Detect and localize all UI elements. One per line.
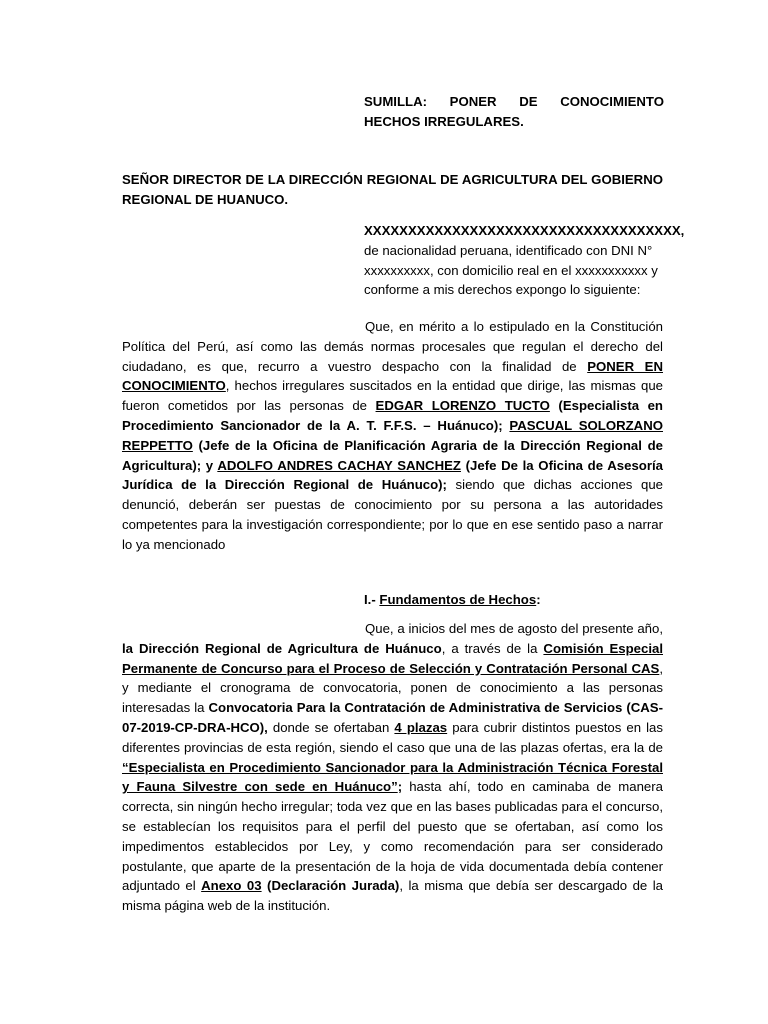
facts-plazas: 4 plazas xyxy=(394,719,448,735)
facts-paragraph xyxy=(122,619,663,916)
facts-text-5: para cubrir distintos puestos en las diferentes provincias de esta región, siendo el caso que una de las plazas ofertas, era la de xyxy=(122,719,663,755)
facts-text-3: , y mediante el cronograma de convocatoria, ponen de conocimiento a las personas interesadas la xyxy=(122,660,663,716)
section-colon: : xyxy=(536,592,541,607)
petitioner-line-3: conforme a mis derechos expongo lo siguiente: xyxy=(364,282,641,298)
person-name-3: ADOLFO ANDRES CACHAY SANCHEZ xyxy=(217,457,461,473)
facts-semicolon: ; xyxy=(397,779,403,795)
petitioner-line-1: de nacionalidad peruana, identificado con DNI N° xyxy=(364,242,653,258)
section-heading xyxy=(364,590,664,610)
intro-text-1: Que, en mérito a lo estipulado en la Constitución Política del Perú, así como las demás normas procesales que regulan el derecho del ciudadano, es que, recurro a vuestro despacho con la finalidad de xyxy=(122,319,663,374)
intro-highlight: PONER EN CONOCIMIENTO xyxy=(122,358,663,394)
facts-text-7: , la misma que debía ser descargado de la misma página web de la institución. xyxy=(122,878,664,914)
sumilla-text: SUMILLA: PONER DE CONOCIMIENTO HECHOS IRREGULARES. xyxy=(364,94,664,129)
facts-text-4: donde se ofertaban xyxy=(267,719,395,735)
section-title: Fundamentos de Hechos xyxy=(379,592,537,607)
person-name-2: PASCUAL SOLORZANO REPPETTO xyxy=(122,417,663,453)
intro-text-3: siendo que dichas acciones que denunció, deberán ser puestas de conocimiento por su persona a las autoridades competentes para la investigación correspondiente; por lo que en ese sentido paso a narrar lo ya mencionado xyxy=(122,477,663,552)
facts-declaracion: (Declaración Jurada) xyxy=(261,878,400,894)
facts-anexo: Anexo 03 xyxy=(201,878,262,894)
facts-convocatoria: Convocatoria Para la Contratación de Administrativa de Servicios (CAS-07-2019-CP-DRA-HCO), xyxy=(122,700,663,735)
facts-position: “Especialista en Procedimiento Sancionador para la Administración Técnica Forestal y Fauna Silvestre con sede en Huánuco” xyxy=(122,759,663,795)
petitioner-name: XXXXXXXXXXXXXXXXXXXXXXXXXXXXXXXXXXXX, xyxy=(364,223,685,238)
facts-entity: la Dirección Regional de Agricultura de Huánuco xyxy=(122,640,442,656)
facts-text-2: , a través de la xyxy=(441,640,544,656)
sumilla xyxy=(364,92,664,132)
person-name-1: EDGAR LORENZO TUCTO xyxy=(375,398,550,414)
person-role-3: (Jefe De la Oficina de Asesoría Jurídica de la Dirección Regional de Huánuco); xyxy=(122,457,663,493)
facts-commission: Comisión Especial Permanente de Concurso para el Proceso de Selección y Contratación Personal CAS xyxy=(122,640,663,676)
facts-text-1: Que, a inicios del mes de agosto del presente año, xyxy=(365,621,663,636)
petitioner-block xyxy=(364,221,685,300)
intro-text-2: , hechos irregulares suscitados en la entidad que dirige, las mismas que fueron cometidos por las personas de xyxy=(122,378,663,414)
person-role-1: (Especialista en Procedimiento Sancionador de la A. T. F.F.S. – Huánuco); xyxy=(122,398,663,433)
facts-text-6: hasta ahí, todo en caminaba de manera correcta, sin ningún hecho irregular; toda vez que en las bases publicadas para el concurso, se establecían los requisitos para el perfil del puesto que se ofertaban, así como los impedimentos establecidos por Ley, y como recomendación para ser considerado postulante, que aparte de la presentación de la hoja de vida documentada debía contener adjuntado el xyxy=(122,779,663,894)
intro-paragraph xyxy=(122,317,663,555)
addressee: SEÑOR DIRECTOR DE LA DIRECCIÓN REGIONAL DE AGRICULTURA DEL GOBIERNO REGIONAL DE HUANUCO. xyxy=(122,172,663,207)
section-number: I.- xyxy=(364,592,380,607)
petitioner-line-2: xxxxxxxxxx, con domicilio real en el xxxxxxxxxxx y xyxy=(364,262,658,278)
person-role-2: (Jefe de la Oficina de Planificación Agraria de la Dirección Regional de Agricultura); y xyxy=(122,437,663,473)
